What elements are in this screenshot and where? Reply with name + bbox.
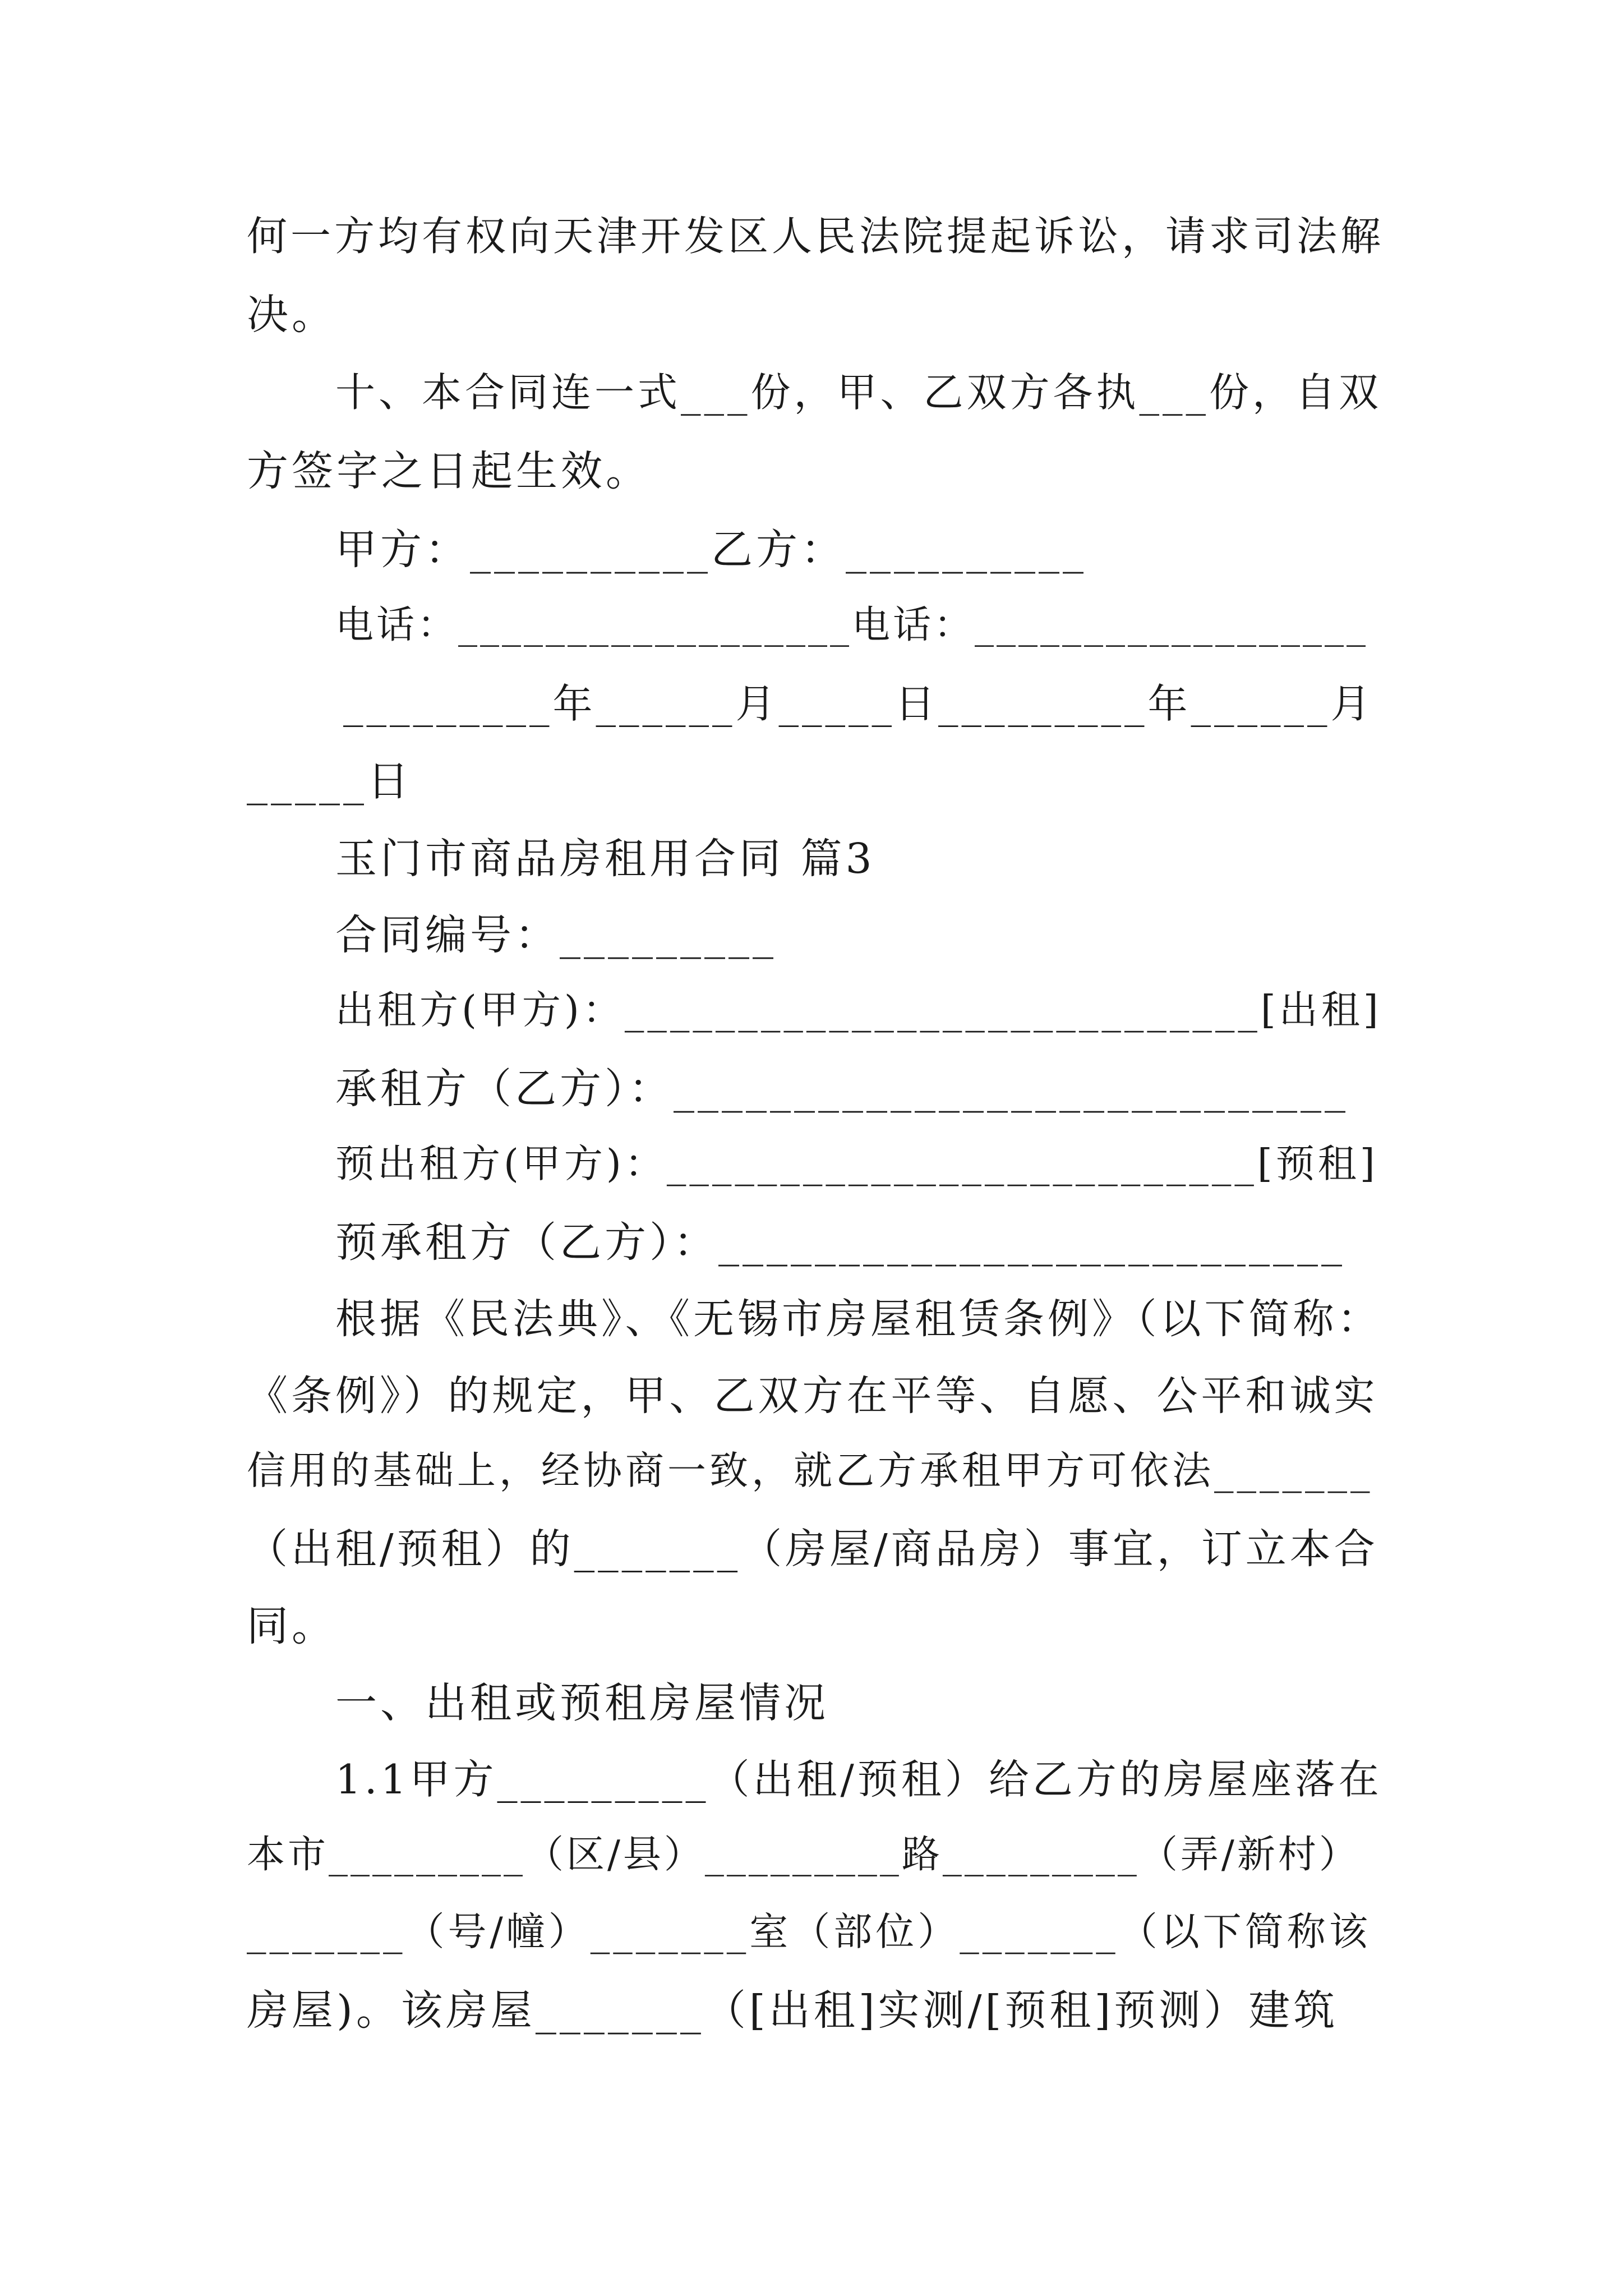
- text-line: 何一方均有权向天津开发区人民法院提起诉讼，请求司法解: [247, 213, 1385, 260]
- text-line: 根据《民法典》、《无锡市房屋租赁条例》（以下简称：: [335, 1295, 1382, 1343]
- text-line: 1.1甲方_________（出租/预租）给乙方的房屋座落在: [335, 1756, 1382, 1803]
- signature-line-parties: 甲方：__________乙方：__________: [335, 526, 1087, 574]
- text-line: 同。: [247, 1602, 336, 1650]
- text-line: 房屋)。该房屋_______（[出租]实测/[预租]预测）建筑: [247, 1986, 1339, 2035]
- text-line: 决。: [247, 291, 336, 339]
- text-line: 本市_________（区/县）_________路_________（弄/新村）: [247, 1833, 1360, 1877]
- lessee-line: 承租方（乙方）：____________________________: [335, 1065, 1349, 1113]
- pre-lessee-line: 预承租方（乙方）：__________________________: [335, 1218, 1345, 1267]
- pre-lessor-line: 预出租方(甲方)：__________________________[预租]: [335, 1142, 1378, 1186]
- text-line: 信用的基础上，经协商一致，就乙方承租甲方可依法_______: [247, 1448, 1373, 1493]
- lessor-line: 出租方(甲方)：____________________________[出租]: [335, 988, 1382, 1033]
- section-title: 玉门市商品房租用合同 篇3: [335, 835, 875, 883]
- text-line: 《条例》）的规定，甲、乙双方在平等、自愿、公平和诚实: [247, 1372, 1378, 1420]
- signature-line-date-cont: _____日: [247, 757, 412, 806]
- signature-line-date: _________年______月_____日_________年______月: [343, 680, 1374, 727]
- text-line: _______（号/幢）_______室（部位）_______（以下简称该: [247, 1910, 1371, 1954]
- contract-number: 合同编号：_________: [335, 911, 777, 959]
- text-line: （出租/预租）的_______（房屋/商品房）事宜，订立本合: [247, 1525, 1378, 1573]
- text-line: 方签字之日起生效。: [247, 447, 651, 495]
- section-heading: 一、出租或预租房屋情况: [335, 1679, 829, 1727]
- signature-line-phone: 电话：__________________电话：__________________: [335, 603, 1369, 647]
- text-line: 十、本合同连一式___份，甲、乙双方各执___份，自双: [335, 369, 1382, 416]
